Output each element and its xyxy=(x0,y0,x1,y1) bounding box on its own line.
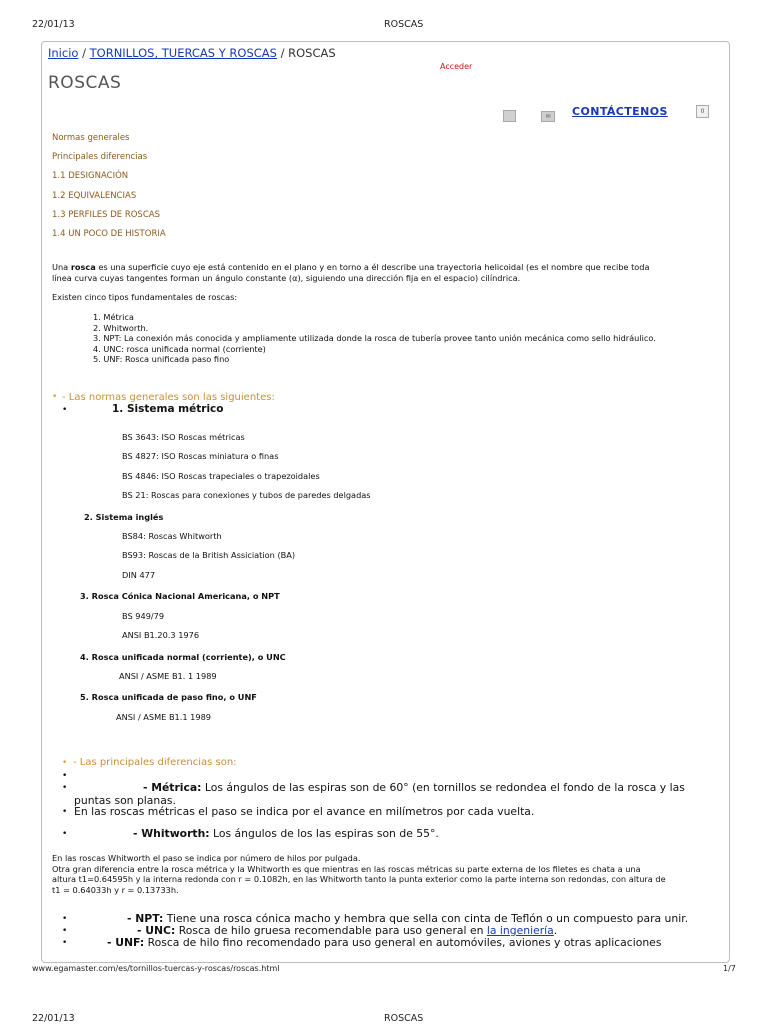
intro-text: línea curva cuyas tangentes forman un ángulo constante (α), siguiendo una dirección fija en el espacio) cilíndrica. xyxy=(52,273,521,283)
breadcrumb-current: ROSCAS xyxy=(288,46,336,60)
share-count-icon[interactable]: 0 xyxy=(696,105,709,118)
toc-item-diferencias[interactable]: Principales diferencias xyxy=(52,152,148,162)
bullet: • xyxy=(62,829,68,839)
bullet: • xyxy=(62,914,68,924)
list-item: BS84: Roscas Whitworth xyxy=(122,531,222,541)
unc-heading: 4. Rosca unificada normal (corriente), o UNC xyxy=(80,652,286,662)
breadcrumb-category-link[interactable]: TORNILLOS, TUERCAS Y ROSCAS xyxy=(89,46,277,60)
bullet: • xyxy=(62,783,68,793)
metric-system-heading: 1. Sistema métrico xyxy=(112,403,224,415)
unf-heading: 5. Rosca unificada de paso fino, o UNF xyxy=(80,692,257,702)
intro-bold-term: rosca xyxy=(70,262,96,272)
intro-paragraph xyxy=(52,262,650,284)
intro-text: es una superficie cuyo eje está contenido en el plano y en torno a él describe una trayectoria helicoidal (es el nombre que recibe toda xyxy=(95,262,650,272)
list-item: BS 949/79 xyxy=(122,611,165,621)
bullet: • xyxy=(62,807,68,817)
intro-text: Una xyxy=(52,262,71,272)
list-item: 4. UNC: rosca unificada normal (corriente) xyxy=(93,343,266,354)
toc-item-equivalencias[interactable]: 1.2 EQUIVALENCIAS xyxy=(52,191,137,201)
content-frame xyxy=(41,41,730,963)
list-item: BS 21: Roscas para conexiones y tubos de paredes delgadas xyxy=(122,490,371,500)
list-item: BS93: Roscas de la British Assiciation (BA) xyxy=(122,550,296,560)
unc-text: . xyxy=(553,924,558,937)
print-title: ROSCAS xyxy=(384,19,424,30)
npt-heading: 3. Rosca Cónica Nacional Americana, o NPT xyxy=(80,591,280,601)
orange-bullet: • xyxy=(52,392,58,402)
bullet: • xyxy=(62,771,68,781)
metric-text: puntas son planas. xyxy=(74,794,176,807)
metric-difference xyxy=(75,781,685,807)
orange-bullet: • xyxy=(62,758,68,768)
list-item: ANSI / ASME B1.1 1989 xyxy=(116,712,212,722)
unc-label: - UNC: xyxy=(137,924,176,937)
breadcrumb-home-link[interactable]: Inicio xyxy=(48,46,79,60)
metric-pitch-text: En las roscas métricas el paso se indica por el avance en milímetros por cada vuelta. xyxy=(74,805,535,818)
unf-text: Rosca de hilo fino recomendado para uso general en automóviles, aviones y otras aplicaciones xyxy=(144,936,662,949)
list-item: BS 4846: ISO Roscas trapeciales o trapezoidales xyxy=(122,471,320,481)
breadcrumb xyxy=(48,46,336,60)
list-item: DIN 477 xyxy=(122,570,156,580)
login-link[interactable]: Acceder xyxy=(440,62,473,71)
paragraph-line: Otra gran diferencia entre la rosca métrica y la Whitworth es que mientras en las roscas métricas su parte externa de los filetes es chata a una xyxy=(52,863,641,874)
list-item: 3. NPT: La conexión más conocida y ampliamente utilizada donde la rosca de tubería provee tanto unión mecánica como sello hidráulico. xyxy=(93,333,656,343)
toc-item-normas[interactable]: Normas generales xyxy=(52,133,130,143)
engineering-link[interactable]: la ingeniería xyxy=(486,924,554,937)
list-item: 2. Whitworth. xyxy=(93,322,149,333)
breadcrumb-separator: / xyxy=(78,46,90,60)
toc-item-designacion[interactable]: 1.1 DESIGNACIÓN xyxy=(52,171,129,181)
list-item: BS 4827: ISO Roscas miniatura o finas xyxy=(122,451,279,461)
metric-label: - Métrica: xyxy=(143,781,202,794)
types-list xyxy=(93,312,656,365)
unc-text: Rosca de hilo gruesa recomendable para uso general en xyxy=(175,924,487,937)
bullet: • xyxy=(62,926,68,936)
list-item: 5. UNF: Rosca unificada paso fino xyxy=(93,354,230,364)
paragraph-line: altura t1=0.64595h y la interna redonda con r = 0.1082h, en las Whitworth tanto la punta exterior como la parte interna son redondas, con altura de xyxy=(52,874,666,885)
toc-item-perfiles[interactable]: 1.3 PERFILES DE ROSCAS xyxy=(52,210,160,220)
metric-text: Los ángulos de las espiras son de 60° (en tornillos se redondea el fondo de la rosca y las xyxy=(201,781,685,794)
contact-link[interactable]: CONTÁCTENOS xyxy=(572,105,668,118)
page-title: ROSCAS xyxy=(48,73,122,93)
print-icon[interactable] xyxy=(503,110,516,122)
normas-heading: - Las normas generales son las siguientes: xyxy=(62,392,275,403)
npt-label: - NPT: xyxy=(127,912,164,925)
differences-heading: - Las principales diferencias son: xyxy=(73,757,237,768)
bullet: • xyxy=(62,405,68,415)
page-number: 1/7 xyxy=(723,964,736,973)
list-item: ANSI / ASME B1. 1 1989 xyxy=(119,671,217,681)
paragraph-line: En las roscas Whitworth el paso se indica por número de hilos por pulgada. xyxy=(52,853,361,863)
breadcrumb-separator: / xyxy=(276,46,289,60)
bullet: • xyxy=(62,938,68,948)
toc-item-historia[interactable]: 1.4 UN POCO DE HISTORIA xyxy=(52,229,166,239)
whitworth-label: - Whitworth: xyxy=(133,827,210,840)
page-url: www.egamaster.com/es/tornillos-tuercas-y-roscas/roscas.html xyxy=(32,964,280,973)
types-intro: Existen cinco tipos fundamentales de roscas: xyxy=(52,292,238,302)
unf-label: - UNF: xyxy=(107,936,145,949)
english-system-heading: 2. Sistema inglés xyxy=(84,512,164,522)
unf-difference xyxy=(107,936,661,949)
whitworth-difference xyxy=(133,827,439,840)
whitworth-text: Los ángulos de los las espiras son de 55°. xyxy=(209,827,439,840)
paragraph-line: t1 = 0.64033h y r = 0.13733h. xyxy=(52,884,179,895)
list-item: ANSI B1.20.3 1976 xyxy=(122,630,200,640)
email-icon[interactable]: ✉ xyxy=(541,111,555,122)
list-item: BS 3643: ISO Roscas métricas xyxy=(122,432,245,442)
print-date: 22/01/13 xyxy=(32,19,75,30)
whitworth-paragraph xyxy=(52,853,666,895)
npt-text: Tiene una rosca cónica macho y hembra que sella con cinta de Teflón o un compuesto para unir. xyxy=(163,912,689,925)
next-print-date: 22/01/13 xyxy=(32,1013,75,1024)
list-item: 1. Métrica xyxy=(93,312,134,322)
next-print-title: ROSCAS xyxy=(384,1013,424,1024)
